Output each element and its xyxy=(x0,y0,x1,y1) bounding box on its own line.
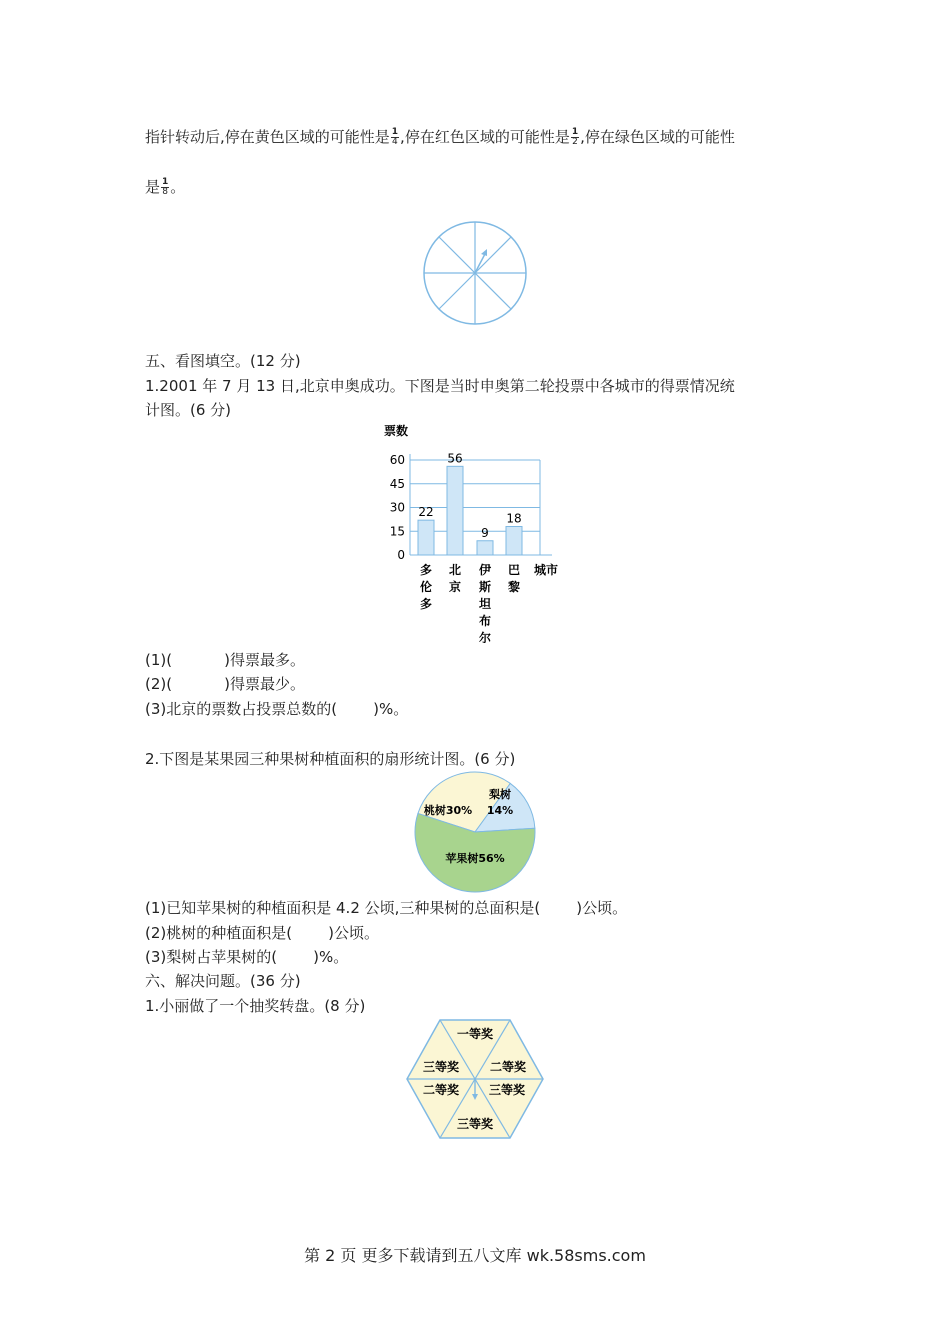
category-label-char: 尔 xyxy=(478,631,492,643)
text-segment: (2)( xyxy=(145,675,173,693)
y-tick-label: 60 xyxy=(389,453,405,467)
section-5-title: 五、看图填空。(12 分) xyxy=(145,352,301,370)
pie-label-apple: 苹果树56% xyxy=(445,852,505,865)
bar-data-label: 56 xyxy=(447,451,463,466)
pointer-arrowhead xyxy=(481,249,487,256)
text-segment: 是 xyxy=(145,178,161,196)
spinner-circle-diagram xyxy=(420,218,530,328)
text-segment: (1)( xyxy=(145,651,173,669)
y-tick-label: 45 xyxy=(389,476,405,491)
category-label-char: 巴 xyxy=(507,563,521,577)
wheel-label: 三等奖 xyxy=(488,1083,526,1097)
bar-3 xyxy=(506,527,522,556)
y-tick-label: 30 xyxy=(389,500,405,515)
wheel-label: 一等奖 xyxy=(456,1027,494,1041)
text-segment: (1)已知苹果树的种植面积是 4.2 公顷,三种果树的总面积是( xyxy=(145,899,541,917)
category-label-char: 布 xyxy=(478,614,492,628)
prize-hexagon-wheel xyxy=(405,1018,545,1140)
text-segment: (3)梨树占苹果树的( xyxy=(145,948,278,966)
question-5-1-line-2: 计图。(6 分) xyxy=(145,401,232,419)
text-segment: 。 xyxy=(170,178,186,196)
bar-data-label: 18 xyxy=(506,511,522,526)
text-segment: (2)桃树的种植面积是( xyxy=(145,924,293,942)
text-segment: 指针转动后,停在黄色区域的可能性是 xyxy=(145,128,390,146)
category-label-char: 伊 xyxy=(478,563,492,577)
category-label-char: 黎 xyxy=(507,580,521,594)
bar-data-label: 9 xyxy=(481,525,489,540)
category-label-char: 北 xyxy=(448,563,462,577)
question-5-1-sub-2 xyxy=(145,674,305,694)
y-axis-label: 票数 xyxy=(384,424,409,438)
question-5-1-sub-3 xyxy=(145,699,408,719)
vote-bar-chart xyxy=(380,418,570,643)
wheel-label: 二等奖 xyxy=(422,1083,460,1097)
bar-2 xyxy=(477,541,493,555)
orchard-pie-chart xyxy=(410,768,540,898)
category-label-char: 京 xyxy=(448,580,462,594)
wheel-label: 三等奖 xyxy=(456,1117,494,1131)
text-segment: ,停在红色区域的可能性是 xyxy=(400,128,570,146)
text-segment: (3)北京的票数占投票总数的( xyxy=(145,700,338,718)
wheel-label: 二等奖 xyxy=(489,1060,527,1074)
question-5-2-sub-1 xyxy=(145,898,627,918)
question-6-1: 1.小丽做了一个抽奖转盘。(8 分) xyxy=(145,997,366,1015)
pie-label-peach: 桃树30% xyxy=(423,804,473,817)
text-segment: )得票最少。 xyxy=(224,675,305,693)
bar-1 xyxy=(447,466,463,555)
category-label-char: 多 xyxy=(419,597,433,611)
spinner-pointer xyxy=(475,252,486,273)
pie-label-pear-name: 梨树 xyxy=(489,788,511,801)
pie-label-pear-value: 14% xyxy=(486,804,514,817)
question-5-2-sub-3 xyxy=(145,947,348,967)
bar-0 xyxy=(418,520,434,555)
section-6-title: 六、解决问题。(36 分) xyxy=(145,972,301,990)
question-5-2-sub-2 xyxy=(145,923,379,943)
page-footer: 第 2 页 更多下载请到五八文库 wk.58sms.com xyxy=(304,1246,646,1265)
text-segment: )公顷。 xyxy=(328,924,379,942)
category-label-char: 伦 xyxy=(419,580,433,594)
question-5-1-sub-1 xyxy=(145,650,305,670)
text-segment: )公顷。 xyxy=(576,899,628,917)
fraction-yellow: $\frac{1}{4}$ xyxy=(391,127,399,147)
question-5-1-line-1: 1.2001 年 7 月 13 日,北京申奥成功。下图是当时申奥第二轮投票中各城市的得票情况统 xyxy=(145,377,735,395)
category-label-char: 坦 xyxy=(478,597,492,611)
probability-line-1 xyxy=(145,127,735,147)
question-5-2-line-1: 2.下图是某果园三种果树种植面积的扇形统计图。(6 分) xyxy=(145,750,516,768)
text-segment: ,停在绿色区域的可能性 xyxy=(580,128,735,146)
text-segment: )%。 xyxy=(373,700,409,718)
category-label-char: 斯 xyxy=(478,580,492,594)
y-tick-label: 0 xyxy=(397,548,405,562)
probability-line-2 xyxy=(145,177,185,197)
text-segment: )%。 xyxy=(313,948,349,966)
fraction-red: $\frac{1}{2}$ xyxy=(571,127,579,147)
category-label-char: 多 xyxy=(419,563,433,577)
bar-data-label: 22 xyxy=(418,505,434,520)
wheel-label: 三等奖 xyxy=(422,1060,460,1074)
y-tick-label: 15 xyxy=(389,524,405,539)
x-axis-label: 城市 xyxy=(533,563,559,577)
fraction-green: $\frac{1}{8}$ xyxy=(162,177,169,197)
text-segment: )得票最多。 xyxy=(224,651,305,669)
